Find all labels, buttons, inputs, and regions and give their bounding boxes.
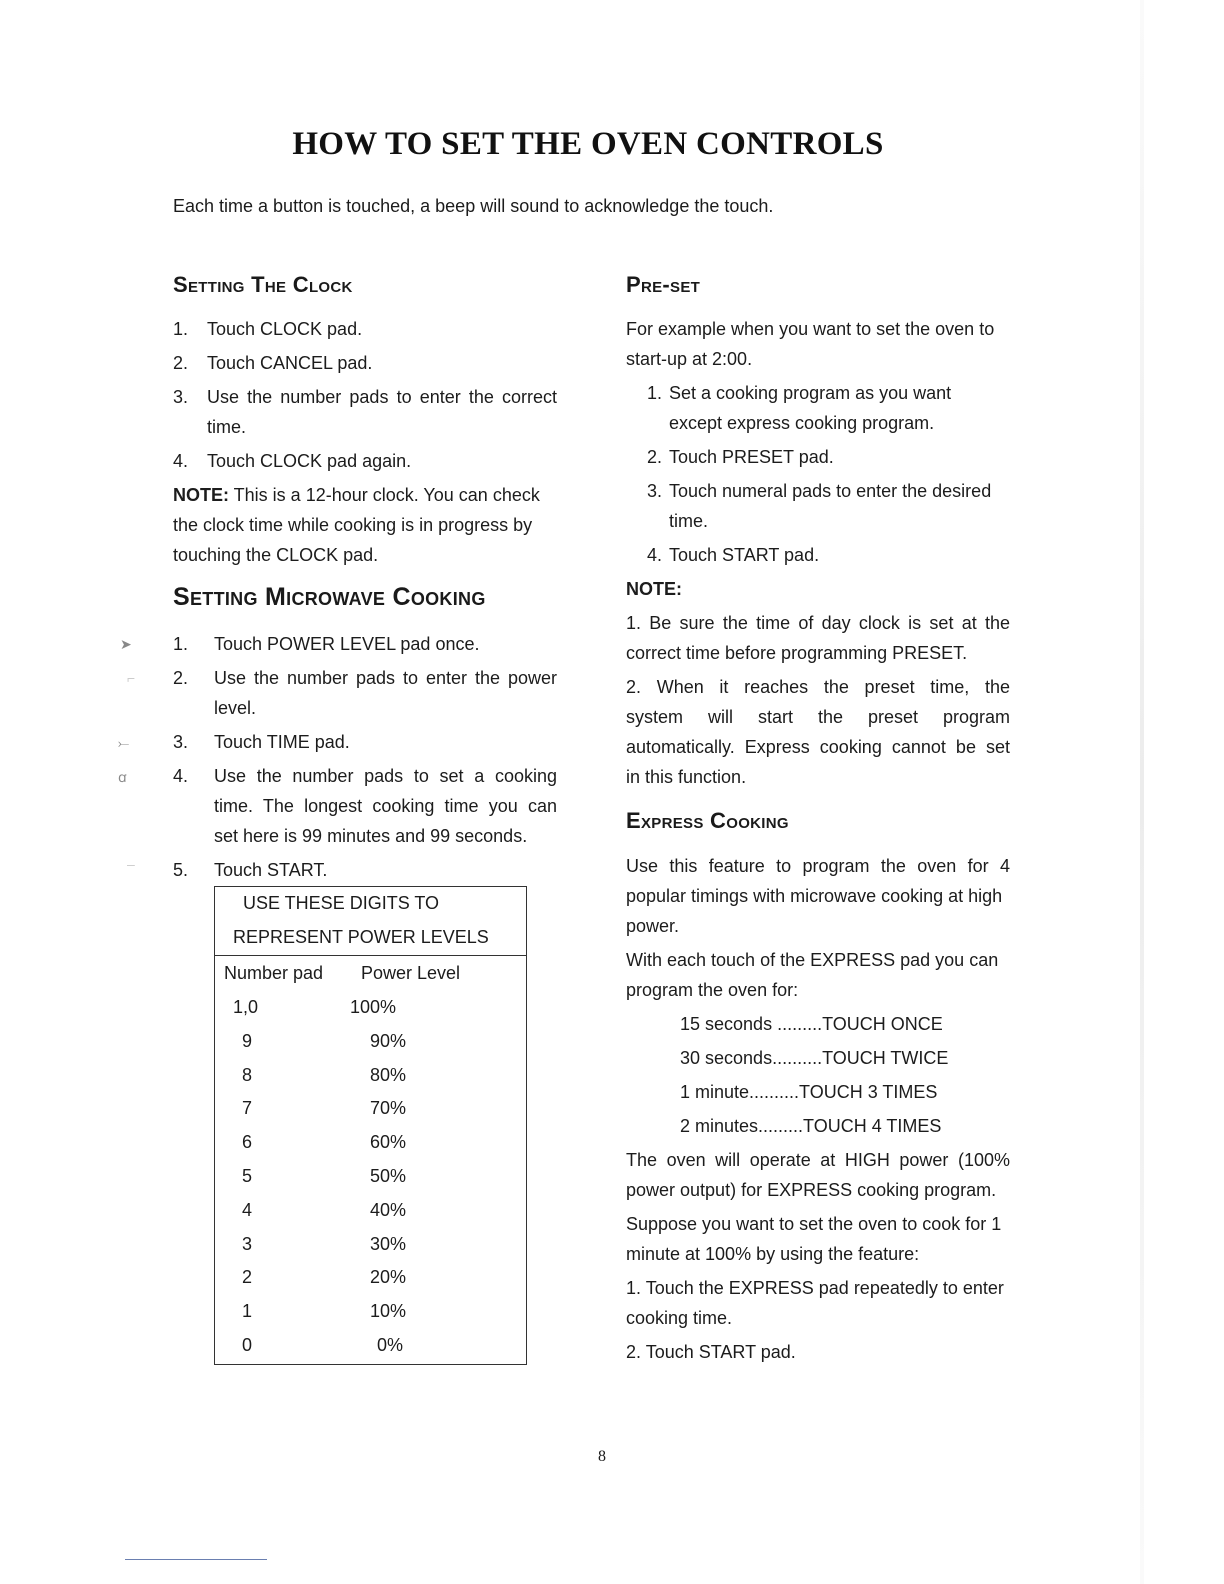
express-para3-line-2: power output) for EXPRESS cooking program. (626, 1180, 997, 1200)
express-para1-line-3: power. (626, 916, 680, 936)
express-timing-1: 15 seconds .........TOUCH ONCE (680, 1014, 943, 1034)
step-text: Touch CLOCK pad. (207, 319, 363, 339)
preset-intro-line-1: For example when you want to set the oven to (626, 319, 995, 339)
express-para4-line-1: Suppose you want to set the oven to cook for 1 (626, 1214, 1002, 1234)
power-level-table (214, 886, 527, 1365)
margin-tick-mark: ⤚ (118, 735, 130, 751)
intro-text: Each time a button is touched, a beep will sound to acknowledge the touch. (173, 196, 774, 216)
express-step-1-line-1: 1. Touch the EXPRESS pad repeatedly to enter (626, 1278, 1004, 1298)
step-number: 2. (173, 668, 189, 688)
step-number: 4. (647, 545, 663, 565)
step-number: 3. (173, 732, 189, 752)
step-text: time. The longest cooking time you can (214, 796, 557, 816)
power-table-number-pad: 7 (242, 1098, 253, 1119)
power-table-power-level: 100% (350, 997, 397, 1017)
step-text: Set a cooking program as you want (669, 383, 952, 403)
step-text: Touch START pad. (669, 545, 820, 565)
preset-note-2-line-3: automatically. Express cooking cannot be set (626, 737, 1010, 757)
step-number: 3. (647, 481, 663, 501)
step-text: Use the number pads to enter the power (214, 668, 557, 688)
step-text: level. (214, 698, 257, 718)
step-text: Use the number pads to enter the correct (207, 387, 557, 407)
express-para4-line-2: minute at 100% by using the feature: (626, 1244, 920, 1264)
power-table-number-pad: 1,0 (233, 997, 259, 1017)
step-number: 1. (647, 383, 663, 403)
clock-note (173, 480, 540, 510)
step-number: 2. (173, 353, 189, 373)
step-text: Touch CANCEL pad. (207, 353, 373, 373)
step-text: Touch START. (214, 860, 328, 880)
step-text: Touch CLOCK pad again. (207, 451, 412, 471)
clock-note-line-3: touching the CLOCK pad. (173, 545, 379, 565)
step-number: 2. (647, 447, 663, 467)
step-number: 1. (173, 634, 189, 654)
power-table-power-level: 20% (370, 1267, 407, 1288)
preset-intro-line-2: start-up at 2:00. (626, 349, 753, 369)
power-table-power-level: 50% (370, 1166, 407, 1186)
power-table-number-pad: 4 (242, 1199, 253, 1220)
power-table-number-pad: 5 (242, 1166, 253, 1186)
step-text: Use the number pads to set a cooking (214, 766, 557, 786)
express-heading: Express Cooking (626, 808, 789, 833)
step-number: 4. (173, 766, 189, 786)
step-number: 1. (173, 319, 189, 339)
col-header-power-level: Power Level (361, 963, 461, 983)
col-header-number-pad: Number pad (224, 963, 324, 983)
express-para1-line-2: popular timings with microwave cooking at high (626, 886, 1003, 906)
preset-note-1-line-2: correct time before programming PRESET. (626, 643, 968, 663)
preset-note-2-line-2: system will start the preset program (626, 707, 1010, 727)
step-text: Touch POWER LEVEL pad once. (214, 634, 480, 654)
power-table-power-level: 30% (370, 1233, 407, 1254)
step-text: time. (669, 511, 709, 531)
clock-note-line-2: the clock time while cooking is in progress by (173, 515, 533, 535)
margin-tick-mark: ⌐ (127, 670, 136, 686)
power-table-number-pad: 6 (242, 1132, 253, 1153)
preset-heading: Pre-set (626, 272, 701, 297)
express-para2-line-1: With each touch of the EXPRESS pad you can (626, 950, 999, 970)
express-step-1-line-2: cooking time. (626, 1308, 733, 1328)
page-title: HOW TO SET THE OVEN CONTROLS (292, 126, 884, 162)
express-para3-line-1: The oven will operate at HIGH power (100% (626, 1150, 1010, 1170)
step-text: set here is 99 minutes and 99 seconds. (214, 826, 528, 846)
preset-note-2-line-4: in this function. (626, 767, 747, 787)
caption-line: REPRESENT POWER LEVELS (233, 927, 489, 947)
power-table-power-level: 40% (370, 1199, 407, 1220)
power-table-power-level: 10% (370, 1301, 407, 1322)
preset-note-2-line-1: 2. When it reaches the preset time, the (626, 677, 1010, 697)
power-table-number-pad: 1 (242, 1301, 253, 1322)
power-table-power-level: 0% (377, 1335, 404, 1355)
clock-heading: Setting The Clock (173, 272, 353, 297)
express-para1-line-1: Use this feature to program the oven for 4 (626, 856, 1010, 876)
power-table-power-level: 60% (370, 1132, 407, 1153)
caption-line: USE THESE DIGITS TO (243, 893, 440, 913)
step-text: Touch PRESET pad. (669, 447, 834, 467)
express-para2-line-2: program the oven for: (626, 980, 799, 1000)
step-text: Touch TIME pad. (214, 732, 350, 752)
express-timing-4: 2 minutes.........TOUCH 4 TIMES (680, 1116, 942, 1136)
note-text: This is a 12-hour clock. You can check (229, 485, 540, 505)
express-step-2: 2. Touch START pad. (626, 1342, 796, 1362)
margin-tick-mark: – (127, 856, 135, 872)
page-edge-shadow (1140, 0, 1144, 1584)
footer-rule (125, 1559, 267, 1560)
express-timing-3: 1 minute..........TOUCH 3 TIMES (680, 1082, 938, 1102)
step-text: except express cooking program. (669, 413, 935, 433)
power-table-number-pad: 3 (242, 1233, 253, 1254)
power-table-number-pad: 2 (242, 1267, 253, 1288)
step-text: Touch numeral pads to enter the desired (669, 481, 992, 501)
power-table-number-pad: 9 (242, 1030, 253, 1051)
page-number: 8 (598, 1448, 606, 1465)
preset-note-label: NOTE: (626, 579, 682, 599)
power-table-caption (215, 887, 526, 956)
power-table-power-level: 70% (370, 1098, 407, 1119)
power-table-number-pad: 8 (242, 1064, 253, 1085)
power-table-power-level: 80% (370, 1064, 407, 1085)
power-table-power-level: 90% (370, 1030, 407, 1051)
step-number: 3. (173, 387, 189, 407)
power-table-number-pad: 0 (242, 1335, 253, 1355)
step-number: 4. (173, 451, 189, 471)
note-label: NOTE: (173, 485, 229, 505)
margin-handwritten-mark: ꭤ (118, 769, 127, 785)
microwave-heading: Setting Microwave Cooking (173, 583, 486, 611)
preset-note-1-line-1: 1. Be sure the time of day clock is set at the (626, 613, 1010, 633)
step-text: time. (207, 417, 247, 437)
step-number: 5. (173, 860, 189, 880)
express-timing-2: 30 seconds..........TOUCH TWICE (680, 1048, 949, 1068)
margin-tick-mark: ➤ (120, 636, 132, 652)
